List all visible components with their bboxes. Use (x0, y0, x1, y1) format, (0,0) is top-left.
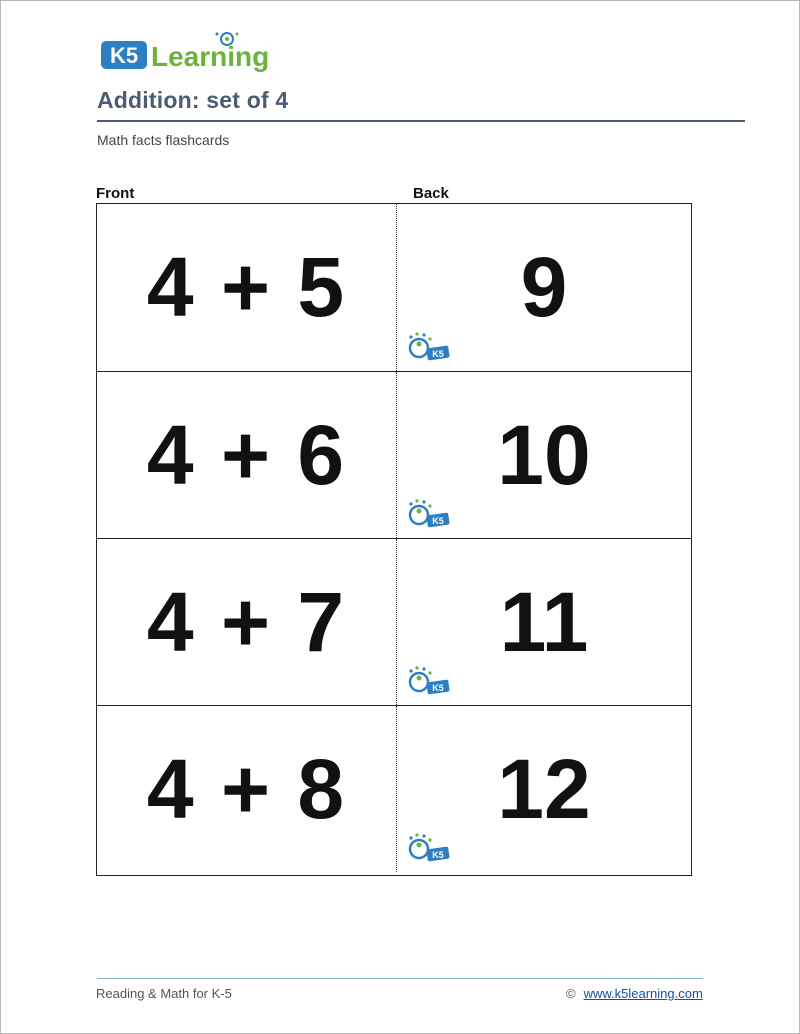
title-divider (97, 120, 745, 122)
svg-text:K5: K5 (432, 349, 444, 359)
svg-text:Learning: Learning (151, 41, 269, 72)
svg-text:K5: K5 (432, 683, 444, 693)
flashcard-answer: 9 (520, 240, 568, 334)
k5-mini-logo-icon (403, 498, 453, 532)
flashcard-answer: 12 (497, 741, 591, 836)
flashcard-answer: 11 (499, 574, 589, 669)
footer-copyright (566, 986, 703, 1001)
flashcard-answer: 10 (497, 407, 591, 502)
k5-logo-icon (99, 29, 269, 75)
flashcard-front: 4 + 5 (146, 240, 347, 334)
page-title: Addition: set of 4 (97, 87, 289, 113)
flashcard-front: 4 + 7 (146, 574, 347, 669)
column-header-front: Front (96, 185, 135, 202)
flashcard-front: 4 + 8 (146, 741, 347, 836)
flashcard-row (97, 705, 691, 872)
k5-mini-logo-icon (403, 665, 453, 699)
page-subtitle: Math facts flashcards (97, 132, 230, 148)
flashcard-back (396, 706, 691, 872)
flashcard-row (97, 204, 691, 371)
k5-mini-logo-icon (403, 832, 453, 866)
footer-divider (97, 978, 703, 979)
flashcard-back (396, 539, 691, 705)
flashcard-row (97, 538, 691, 705)
svg-text:K5: K5 (432, 850, 444, 860)
website-link[interactable]: www.k5learning.com (583, 986, 703, 1001)
flashcard-back (396, 372, 691, 538)
column-header-back: Back (413, 185, 449, 202)
svg-text:K5: K5 (109, 43, 139, 68)
svg-text:K5: K5 (432, 516, 444, 526)
flashcard-grid (96, 203, 692, 876)
k5-learning-logo (99, 29, 269, 75)
k5-mini-logo-icon (403, 331, 453, 365)
footer-tagline: Reading & Math for K-5 (96, 986, 232, 1001)
flashcard-row (97, 371, 691, 538)
copyright-symbol: © (566, 986, 576, 1001)
flashcard-front: 4 + 6 (146, 407, 347, 502)
flashcard-back (396, 204, 691, 371)
